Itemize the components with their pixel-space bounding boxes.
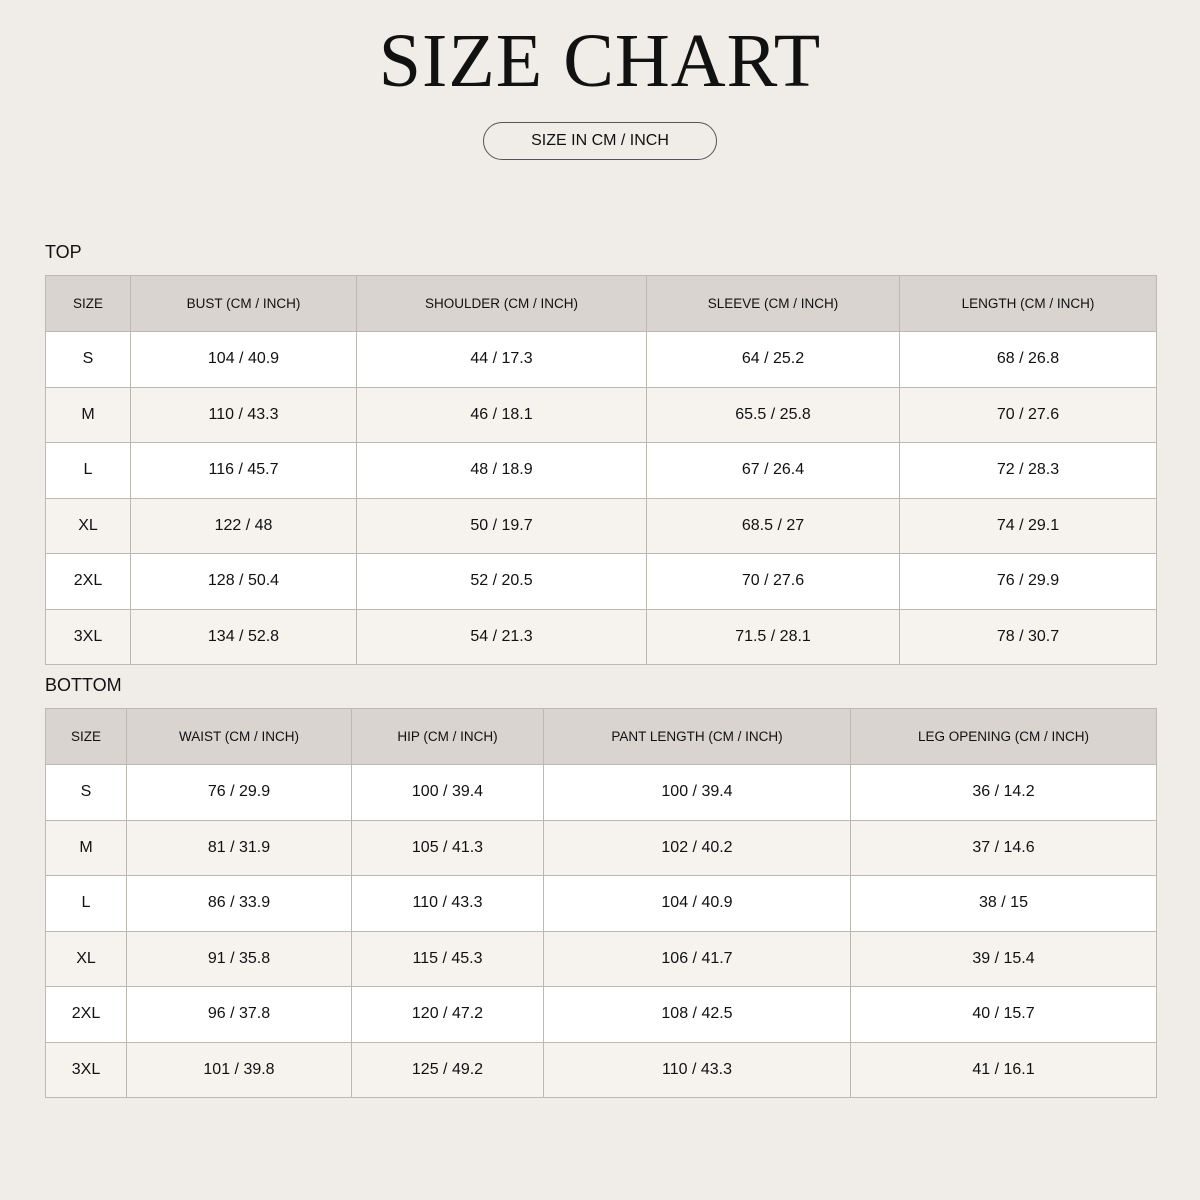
table-row [46,931,1157,987]
table-cell: 122 / 48 [131,498,357,554]
size-cell: 3XL [46,1042,127,1098]
table-cell: 125 / 49.2 [352,1042,544,1098]
top-section-label: TOP [45,242,82,262]
table-cell: 72 / 28.3 [900,443,1157,499]
table-cell: 64 / 25.2 [647,332,900,388]
table-row [46,554,1157,610]
table-cell: 86 / 33.9 [127,876,352,932]
size-cell: M [46,820,127,876]
header-cell: SHOULDER (CM / INCH) [357,276,647,332]
bottom-section-label: BOTTOM [45,675,122,695]
table-row [46,332,1157,388]
table-cell: 38 / 15 [851,876,1157,932]
table-cell: 110 / 43.3 [352,876,544,932]
size-cell: XL [46,931,127,987]
table-row [46,498,1157,554]
table-cell: 108 / 42.5 [544,987,851,1043]
table-cell: 46 / 18.1 [357,387,647,443]
header-cell: WAIST (CM / INCH) [127,709,352,765]
table-cell: 50 / 19.7 [357,498,647,554]
table-cell: 104 / 40.9 [131,332,357,388]
header-cell: BUST (CM / INCH) [131,276,357,332]
table-cell: 54 / 21.3 [357,609,647,665]
table-row [46,876,1157,932]
bottom-size-table [45,708,1157,1098]
header-cell: LEG OPENING (CM / INCH) [851,709,1157,765]
table-row [46,443,1157,499]
size-cell: XL [46,498,131,554]
size-cell: M [46,387,131,443]
table-cell: 44 / 17.3 [357,332,647,388]
table-cell: 116 / 45.7 [131,443,357,499]
table-cell: 102 / 40.2 [544,820,851,876]
table-row [46,609,1157,665]
table-cell: 36 / 14.2 [851,765,1157,821]
table-cell: 78 / 30.7 [900,609,1157,665]
table-cell: 134 / 52.8 [131,609,357,665]
table-cell: 110 / 43.3 [131,387,357,443]
table-cell: 105 / 41.3 [352,820,544,876]
table-row [46,987,1157,1043]
table-cell: 71.5 / 28.1 [647,609,900,665]
table-cell: 100 / 39.4 [544,765,851,821]
table-cell: 52 / 20.5 [357,554,647,610]
table-cell: 37 / 14.6 [851,820,1157,876]
table-cell: 40 / 15.7 [851,987,1157,1043]
table-cell: 41 / 16.1 [851,1042,1157,1098]
header-cell: PANT LENGTH (CM / INCH) [544,709,851,765]
header-cell: SIZE [46,276,131,332]
size-cell: 3XL [46,609,131,665]
size-cell: L [46,443,131,499]
table-header-row [46,276,1157,332]
table-cell: 110 / 43.3 [544,1042,851,1098]
table-row [46,387,1157,443]
table-cell: 68 / 26.8 [900,332,1157,388]
table-cell: 74 / 29.1 [900,498,1157,554]
header-cell: LENGTH (CM / INCH) [900,276,1157,332]
header-cell: SIZE [46,709,127,765]
table-cell: 67 / 26.4 [647,443,900,499]
size-cell: S [46,765,127,821]
table-cell: 39 / 15.4 [851,931,1157,987]
table-cell: 91 / 35.8 [127,931,352,987]
top-size-table [45,275,1157,665]
table-cell: 96 / 37.8 [127,987,352,1043]
table-cell: 120 / 47.2 [352,987,544,1043]
table-cell: 70 / 27.6 [900,387,1157,443]
header-cell: HIP (CM / INCH) [352,709,544,765]
table-cell: 104 / 40.9 [544,876,851,932]
table-header-row [46,709,1157,765]
header-cell: SLEEVE (CM / INCH) [647,276,900,332]
unit-badge: SIZE IN CM / INCH [483,122,717,160]
table-cell: 101 / 39.8 [127,1042,352,1098]
table-cell: 48 / 18.9 [357,443,647,499]
table-cell: 128 / 50.4 [131,554,357,610]
size-cell: 2XL [46,554,131,610]
table-cell: 68.5 / 27 [647,498,900,554]
table-cell: 65.5 / 25.8 [647,387,900,443]
table-cell: 76 / 29.9 [900,554,1157,610]
table-cell: 106 / 41.7 [544,931,851,987]
table-cell: 81 / 31.9 [127,820,352,876]
table-cell: 70 / 27.6 [647,554,900,610]
table-cell: 115 / 45.3 [352,931,544,987]
size-cell: 2XL [46,987,127,1043]
table-cell: 76 / 29.9 [127,765,352,821]
table-row [46,1042,1157,1098]
size-cell: L [46,876,127,932]
table-row [46,765,1157,821]
table-row [46,820,1157,876]
size-cell: S [46,332,131,388]
table-cell: 100 / 39.4 [352,765,544,821]
page-title: SIZE CHART [378,19,822,103]
